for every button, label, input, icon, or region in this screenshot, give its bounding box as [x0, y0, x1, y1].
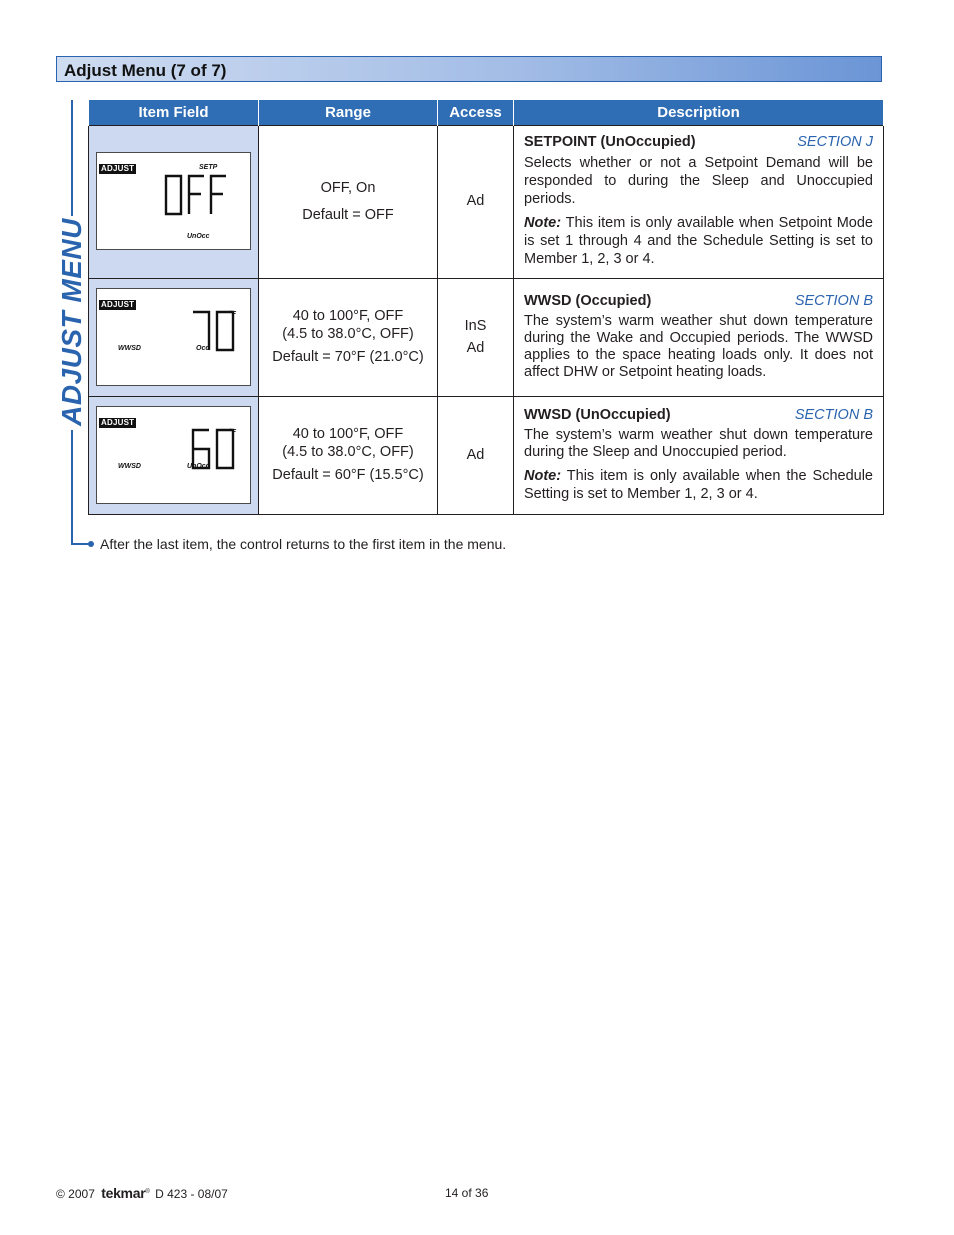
- range-line: (4.5 to 38.0°C, OFF): [282, 325, 414, 342]
- description-heading: [524, 293, 873, 309]
- lcd-bottom-label: Occ: [196, 345, 210, 352]
- description-text: The system’s warm weather shut down temperature during the Sleep and Unoccupied period.: [524, 426, 873, 460]
- section-reference: SECTION B: [794, 292, 873, 309]
- range-default: Default = 70°F (21.0°C): [272, 349, 424, 366]
- side-bracket-bottom: [71, 430, 73, 545]
- access-cell: [438, 397, 514, 515]
- footnote: After the last item, the control returns to the first item in the menu.: [100, 536, 507, 552]
- lcd-adjust-tag: ADJUST: [101, 418, 135, 427]
- lcd-top-label: SETP: [199, 164, 218, 171]
- description-text: Selects whether or not a Setpoint Demand will be responded to during the Sleep and Unoccupied periods.: [524, 155, 873, 207]
- footer: [56, 1185, 228, 1201]
- table-header-row: [89, 100, 884, 126]
- footer-page-number: 14 of 36: [445, 1186, 489, 1200]
- access-value: Ad: [466, 193, 485, 210]
- column-header-item-field: Item Field: [89, 100, 259, 126]
- lcd-unit: °F: [229, 429, 237, 436]
- section-reference: SECTION B: [794, 406, 873, 423]
- lcd-display: [96, 288, 251, 386]
- lcd-segment-o: [166, 176, 181, 214]
- adjust-menu-table: [88, 99, 884, 515]
- footer-registered-mark: ®: [145, 1189, 150, 1195]
- range-line: 40 to 100°F, OFF: [292, 426, 404, 443]
- lcd-left-label: WWSD: [118, 463, 141, 470]
- lcd-bottom-label: UnOcc: [187, 463, 210, 470]
- access-cell: [438, 126, 514, 279]
- access-value: Ad: [466, 446, 485, 463]
- item-field-cell: [89, 279, 259, 397]
- column-header-access: Access: [438, 100, 514, 126]
- range-line: OFF, On: [320, 179, 376, 196]
- lcd-segment-f1: [189, 176, 204, 214]
- note-text: This item is only available when Setpoint Mode is set 1 through 4 and the Schedule Setting is set to Member 1, 2, 3 or 4.: [524, 215, 873, 267]
- description-heading: [524, 134, 873, 150]
- lcd-display: [96, 406, 251, 504]
- footer-copyright: © 2007: [56, 1187, 95, 1201]
- access-cell: [438, 279, 514, 397]
- lcd-bottom-label: UnOcc: [187, 233, 210, 240]
- description-title: WWSD (UnOccupied): [524, 406, 671, 423]
- column-header-description: Description: [514, 100, 884, 126]
- item-field-cell: [89, 397, 259, 515]
- description-title: SETPOINT (UnOccupied): [524, 134, 696, 150]
- description-note: [524, 214, 873, 268]
- footer-doc-id: D 423 - 08/07: [155, 1187, 228, 1201]
- footer-brand-logo: tekmar: [101, 1185, 146, 1201]
- description-cell: [514, 126, 884, 279]
- lcd-unit: °F: [229, 311, 237, 318]
- range-default: Default = OFF: [302, 207, 394, 223]
- lcd-segment-f2: [211, 176, 226, 214]
- bullet-icon: [88, 541, 94, 547]
- range-line: 40 to 100°F, OFF: [292, 308, 404, 325]
- side-title: ADJUST MENU: [56, 218, 87, 426]
- range-cell: [259, 279, 438, 397]
- note-label: Note:: [524, 467, 562, 484]
- access-value: Ad: [466, 340, 485, 356]
- description-cell: [514, 279, 884, 397]
- description-title: WWSD (Occupied): [524, 292, 652, 309]
- column-header-range: Range: [259, 100, 438, 126]
- description-text: The system’s warm weather shut down temperature during the Wake and Occupied periods. The WWSD applies to the space heating loads only. It does not affect DHW or Setpoint heating loads.: [524, 312, 873, 380]
- side-bracket-top: [71, 100, 73, 216]
- table-row: [89, 126, 884, 279]
- range-cell: [259, 397, 438, 515]
- range-cell: [259, 126, 438, 279]
- section-reference: SECTION J: [797, 134, 873, 150]
- table-row: [89, 279, 884, 397]
- description-note: [524, 467, 873, 503]
- note-text: This item is only available when the Schedule Setting is set to Member 1, 2, 3 or 4.: [524, 467, 873, 502]
- lcd-adjust-tag: ADJUST: [101, 300, 135, 309]
- range-default: Default = 60°F (15.5°C): [272, 467, 424, 484]
- note-label: Note:: [524, 215, 562, 231]
- lcd-display: [96, 152, 251, 250]
- lcd-adjust-tag: ADJUST: [101, 164, 135, 173]
- description-heading: [524, 407, 873, 423]
- section-title: Adjust Menu (7 of 7): [64, 61, 227, 80]
- lcd-left-label: WWSD: [118, 345, 141, 352]
- lcd-digits: [161, 173, 231, 217]
- range-line: (4.5 to 38.0°C, OFF): [282, 443, 414, 460]
- access-value: InS: [464, 317, 487, 334]
- section-header: [56, 56, 882, 82]
- item-field-cell: [89, 126, 259, 279]
- table-row: [89, 397, 884, 515]
- description-cell: [514, 397, 884, 515]
